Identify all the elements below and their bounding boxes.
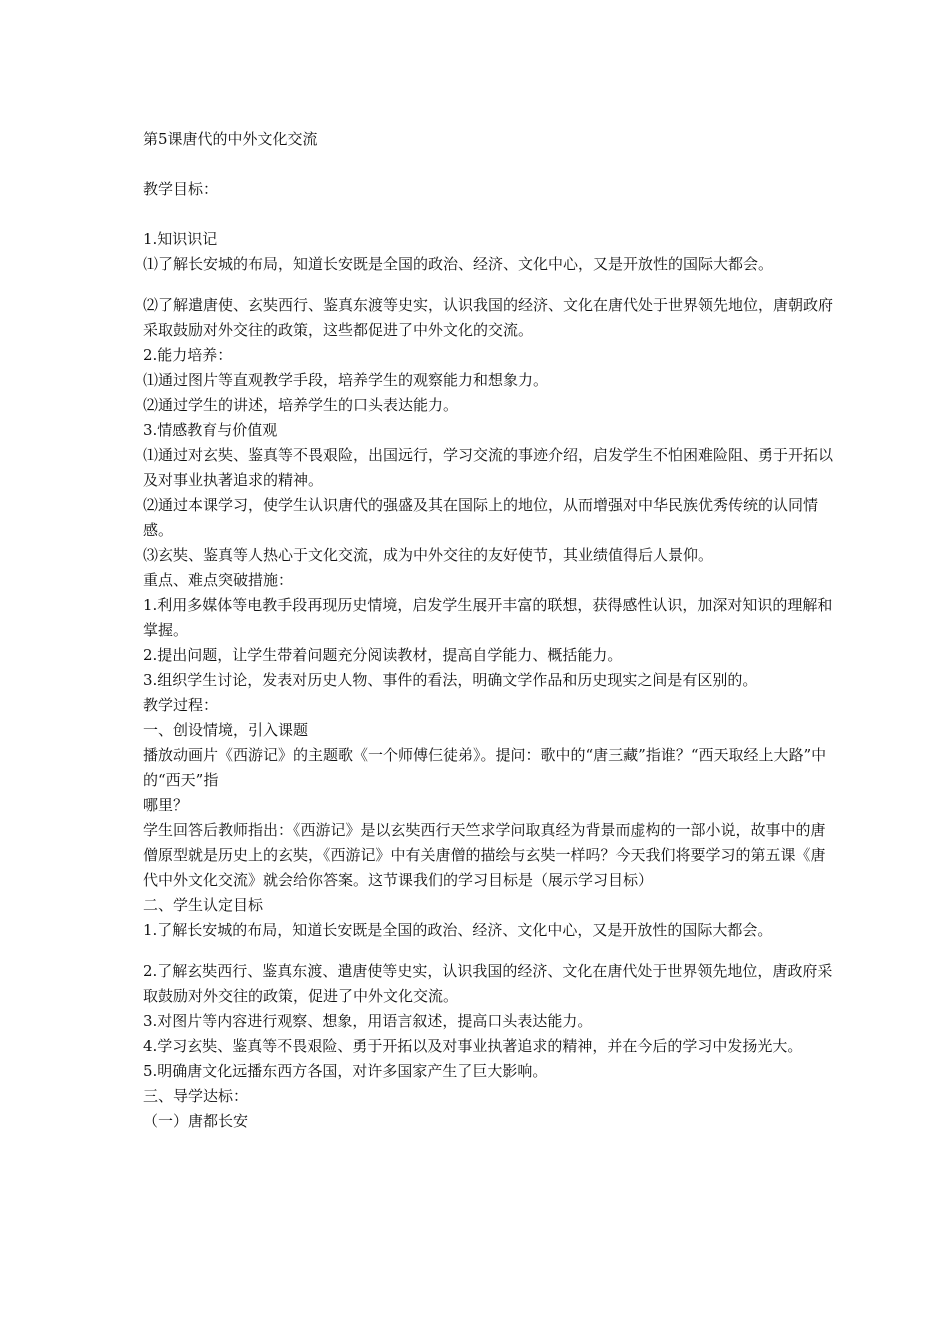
ability-item-2: ⑵通过学生的讲述，培养学生的口头表达能力。 — [143, 396, 459, 414]
spacer — [143, 277, 833, 293]
lesson-title: 第5课唐代的中外文化交流 — [143, 130, 318, 148]
section-1-paragraph-1-cont: 哪里？ — [143, 796, 189, 814]
goal-item-1: 1.了解长安城的布局，知道长安既是全国的政治、经济、文化中心，又是开放性的国际大都会。 — [143, 921, 773, 939]
ability-heading: 2.能力培养： — [143, 346, 233, 364]
section-1-paragraph-2: 学生回答后教师指出：《西游记》是以玄奘西行天竺求学问取真经为背景而虚构的一部小说，故事中的唐僧原型就是历史上的玄奘，《西游记》中有关唐僧的描绘与玄奘一样吗？今天我们将要学习的第五课《唐代中外文化交流》就会给你答案。这节课我们的学习目标是（展示学习目标） — [143, 821, 826, 889]
key-point-2: 2.提出问题，让学生带着问题充分阅读教材，提高自学能力、概括能力。 — [143, 646, 623, 664]
goal-item-2: 2.了解玄奘西行、鉴真东渡、遣唐使等史实，认识我国的经济、文化在唐代处于世界领先地位，唐政府采取鼓励对外交往的政策，促进了中外文化交流。 — [143, 962, 833, 1005]
process-heading: 教学过程： — [143, 696, 219, 714]
key-point-1: 1.利用多媒体等电教手段再现历史情境，启发学生展开丰富的联想，获得感性认识，加深对知识的理解和掌握。 — [143, 596, 833, 639]
knowledge-item-1: ⑴了解长安城的布局，知道长安既是全国的政治、经济、文化中心，又是开放性的国际大都会。 — [143, 255, 774, 273]
section-3-subheading: （一）唐都长安 — [143, 1112, 249, 1130]
section-1-paragraph-1: 播放动画片《西游记》的主题歌《一个师傅仨徒弟》。提问：歌中的“唐三藏”指谁？“西天取经上大路”中的“西天”指 — [143, 746, 827, 789]
knowledge-heading: 1.知识识记 — [143, 230, 218, 248]
emotion-item-2: ⑵通过本课学习，使学生认识唐代的强盛及其在国际上的地位，从而增强对中华民族优秀传统的认同情感。 — [143, 496, 819, 539]
knowledge-item-2: ⑵了解遣唐使、玄奘西行、鉴真东渡等史实，认识我国的经济、文化在唐代处于世界领先地位，唐朝政府采取鼓励对外交往的政策，这些都促进了中外文化的交流。 — [143, 296, 834, 339]
key-points-heading: 重点、难点突破措施： — [143, 571, 294, 589]
emotion-heading: 3.情感教育与价值观 — [143, 421, 278, 439]
section-1-heading: 一、创设情境，引入课题 — [143, 721, 309, 739]
document-page — [143, 127, 833, 1134]
key-point-3: 3.组织学生讨论，发表对历史人物、事件的看法，明确文学作品和历史现实之间是有区别的。 — [143, 671, 758, 689]
goal-item-3: 3.对图片等内容进行观察、想象，用语言叙述，提高口头表达能力。 — [143, 1012, 593, 1030]
section-3-heading: 三、导学达标： — [143, 1087, 249, 1105]
spacer — [143, 202, 833, 227]
emotion-item-1: ⑴通过对玄奘、鉴真等不畏艰险，出国远行，学习交流的事迹介绍，启发学生不怕困难险阻、勇于开拓以及对事业执著追求的精神。 — [143, 446, 834, 489]
spacer — [143, 943, 833, 959]
objectives-heading: 教学目标： — [143, 180, 219, 198]
goal-item-4: 4.学习玄奘、鉴真等不畏艰险、勇于开拓以及对事业执著追求的精神，并在今后的学习中发扬光大。 — [143, 1037, 803, 1055]
emotion-item-3: ⑶玄奘、鉴真等人热心于文化交流，成为中外交往的友好使节，其业绩值得后人景仰。 — [143, 546, 714, 564]
ability-item-1: ⑴通过图片等直观教学手段，培养学生的观察能力和想象力。 — [143, 371, 549, 389]
goal-item-5: 5.明确唐文化远播东西方各国，对许多国家产生了巨大影响。 — [143, 1062, 548, 1080]
section-2-heading: 二、学生认定目标 — [143, 896, 264, 914]
